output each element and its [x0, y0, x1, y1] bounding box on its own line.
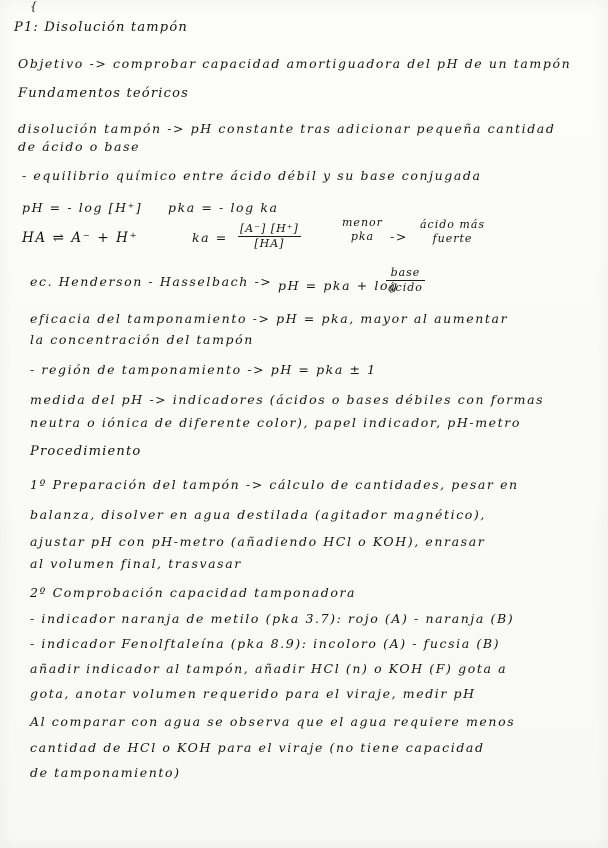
pka-definition: pka = - log ka [168, 200, 279, 215]
preparacion-line-3: ajustar pH con pH-metro (añadiendo HCl o KOH), enrasar [30, 534, 486, 549]
conclusion-line-2: cantidad de HCl o KOH para el viraje (no tiene capacidad [30, 740, 485, 755]
corner-mark: { [30, 0, 37, 13]
procedimiento-heading: Procedimiento [30, 444, 142, 459]
ka-fraction [238, 222, 301, 251]
menor-pka-note [340, 216, 385, 244]
equilibrio-line: - equilibrio químico entre ácido débil y su base conjugada [22, 168, 482, 183]
comprobacion-heading: 2º Comprobación capacidad tamponadora [30, 585, 357, 600]
page-title: P1: Disolución tampón [14, 20, 188, 35]
menor-arrow: -> [390, 229, 408, 244]
hh-numerator: base [386, 266, 425, 281]
ka-numerator: [A⁻] [H⁺] [240, 222, 299, 235]
medida-line-1: medida del pH -> indicadores (ácidos o bases débiles con formas [30, 392, 545, 407]
equilibrium-equation: HA ⇌ A⁻ + H⁺ [22, 230, 139, 246]
ka-denominator: [HA] [254, 237, 285, 250]
ka-lhs: ka = [192, 230, 228, 245]
medida-line-2: neutra o iónica de diferente color), papel indicador, pH-metro [30, 415, 521, 430]
disolucion-line-1: disolución tampón -> pH constante tras adicionar pequeña cantidad [18, 121, 556, 136]
preparacion-line-4: al volumen final, trasvasar [30, 556, 242, 571]
comprobacion-line-3: añadir indicador al tampón, añadir HCl (n) o KOH (F) gota a [30, 661, 508, 676]
henderson-hasselbach-label: ec. Henderson - Hasselbach -> [30, 274, 273, 289]
fundamentos-heading: Fundamentos teóricos [18, 86, 189, 101]
preparacion-line-2: balanza, disolver en agua destilada (agitador magnético), [30, 507, 486, 522]
hh-denominator: ácido [388, 281, 423, 294]
comprobacion-line-1: - indicador naranja de metilo (pka 3.7): rojo (A) - naranja (B) [30, 611, 515, 626]
ph-definition: pH = - log [H⁺] [22, 200, 143, 215]
comprobacion-line-4: gota, anotar volumen requerido para el viraje, medir pH [30, 686, 476, 701]
menor-pka-bottom: pka [350, 230, 375, 243]
eficacia-line-1: eficacia del tamponamiento -> pH = pka, mayor al aumentar [30, 311, 509, 326]
acido-fuerte-note [418, 218, 487, 246]
eficacia-line-2: la concentración del tampón [30, 332, 254, 347]
hh-fraction [386, 266, 425, 295]
acido-fuerte-top: ácido más [420, 218, 486, 231]
disolucion-line-2: de ácido o base [18, 139, 141, 154]
region-line: - región de tamponamiento -> pH = pka ± 1 [30, 362, 377, 377]
objetivo-line: Objetivo -> comprobar capacidad amortiguadora del pH de un tampón [18, 56, 572, 71]
comprobacion-line-2: - indicador Fenolftaleína (pka 8.9): incoloro (A) - fucsia (B) [30, 636, 501, 651]
preparacion-line-1: 1º Preparación del tampón -> cálculo de cantidades, pesar en [30, 477, 519, 492]
menor-pka-top: menor [342, 216, 383, 229]
conclusion-line-3: de tamponamiento) [30, 765, 181, 780]
acido-fuerte-bottom: fuerte [432, 232, 473, 245]
conclusion-line-1: Al comparar con agua se observa que el agua requiere menos [30, 714, 516, 729]
henderson-hasselbach-rhs: pH = pka + log [278, 278, 399, 293]
